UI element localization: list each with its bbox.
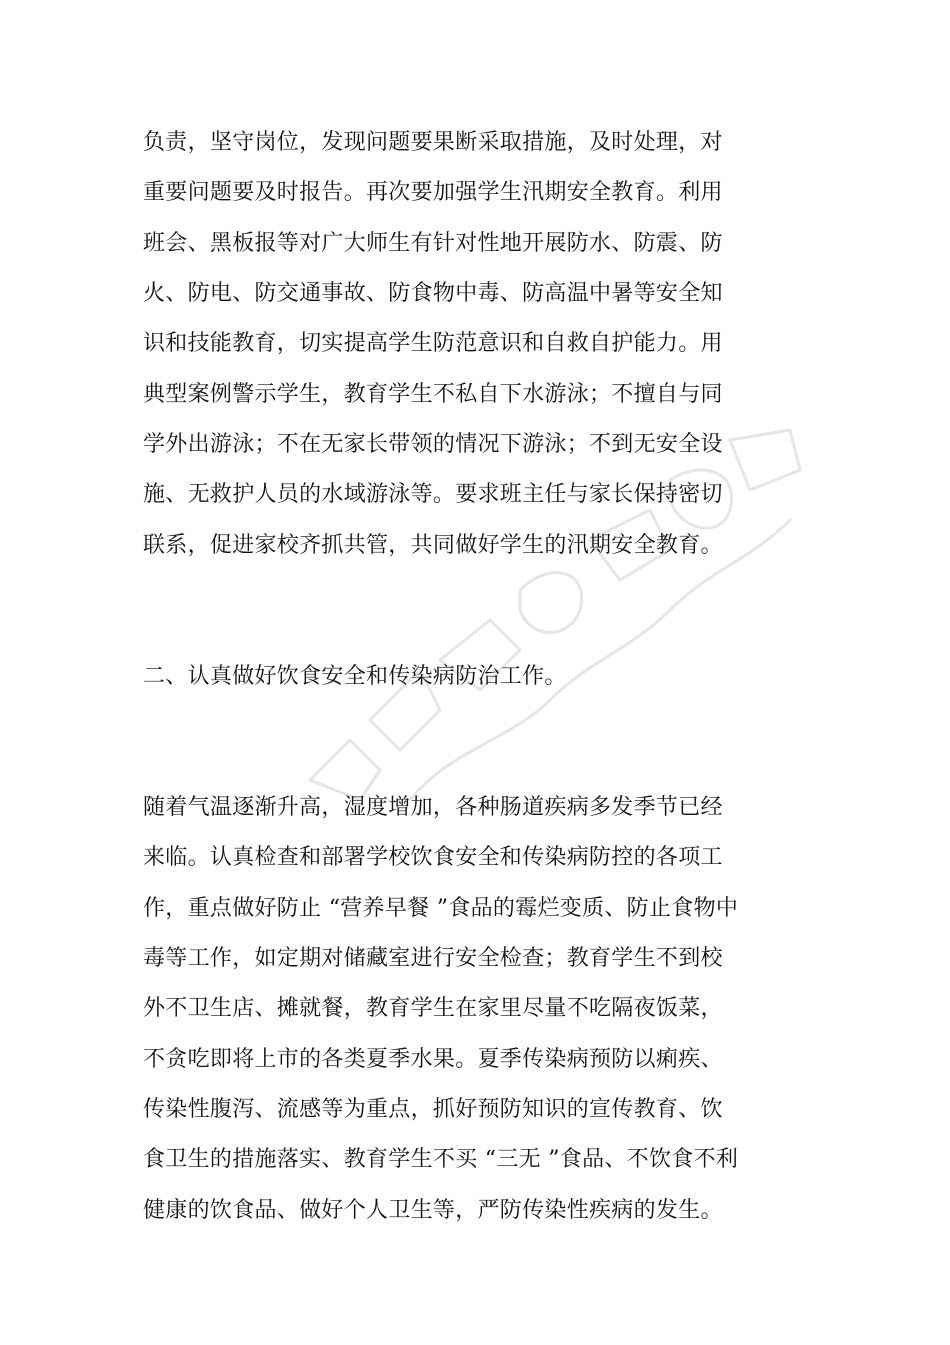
paragraph-2-line-5: 外不卫生店、摊就餐，教育学生在家里尽量不吃隔夜饭菜， — [143, 996, 723, 1021]
paragraph-2-line-4: 毒等工作，如定期对储藏室进行安全检查；教育学生不到校 — [143, 946, 723, 971]
paragraph-1-line-7: 学外出游泳；不在无家长带领的情况下游泳；不到无安全设 — [143, 432, 723, 457]
paragraph-2-line-6: 不贪吃即将上市的各类夏季水果。夏季传染病预防以痢疾、 — [143, 1047, 723, 1072]
paragraph-2-line-2: 来临。认真检查和部署学校饮食安全和传染病防控的各项工 — [143, 845, 723, 870]
paragraph-2-line-1: 随着气温逐渐升高，湿度增加，各种肠道疾病多发季节已经 — [143, 795, 723, 820]
paragraph-2-line-8: 食卫生的措施落实、教育学生不买 “三无 ”食品、不饮食不利 — [143, 1147, 739, 1172]
paragraph-2-line-7: 传染性腹泻、流感等为重点，抓好预防知识的宣传教育、饮 — [143, 1097, 723, 1122]
paragraph-1-line-5: 识和技能教育，切实提高学生防范意识和自救自护能力。用 — [143, 331, 723, 356]
paragraph-1-line-4: 火、防电、防交通事故、防食物中毒、防高温中暑等安全知 — [143, 281, 723, 306]
paragraph-2-line-3: 作，重点做好防止 “营养早餐 ”食品的霉烂变质、防止食物中 — [143, 896, 739, 921]
section-heading: 二、认真做好饮食安全和传染病防治工作。 — [143, 664, 567, 689]
paragraph-1-line-8: 施、无救护人员的水域游泳等。要求班主任与家长保持密切 — [143, 482, 723, 507]
paragraph-1-line-6: 典型案例警示学生，教育学生不私自下水游泳；不擅自与同 — [143, 382, 723, 407]
paragraph-1-line-3: 班会、黑板报等对广大师生有针对性地开展防水、防震、防 — [143, 231, 723, 256]
paragraph-1-line-9: 联系，促进家校齐抓共管，共同做好学生的汛期安全教育。 — [143, 533, 723, 558]
paragraph-2-line-9: 健康的饮食品、做好个人卫生等，严防传染性疾病的发生。 — [143, 1198, 723, 1223]
paragraph-1-line-1: 负责，坚守岗位，发现问题要果断采取措施，及时处理，对 — [143, 130, 723, 155]
paragraph-1-line-2: 重要问题要及时报告。再次要加强学生汛期安全教育。利用 — [143, 180, 723, 205]
